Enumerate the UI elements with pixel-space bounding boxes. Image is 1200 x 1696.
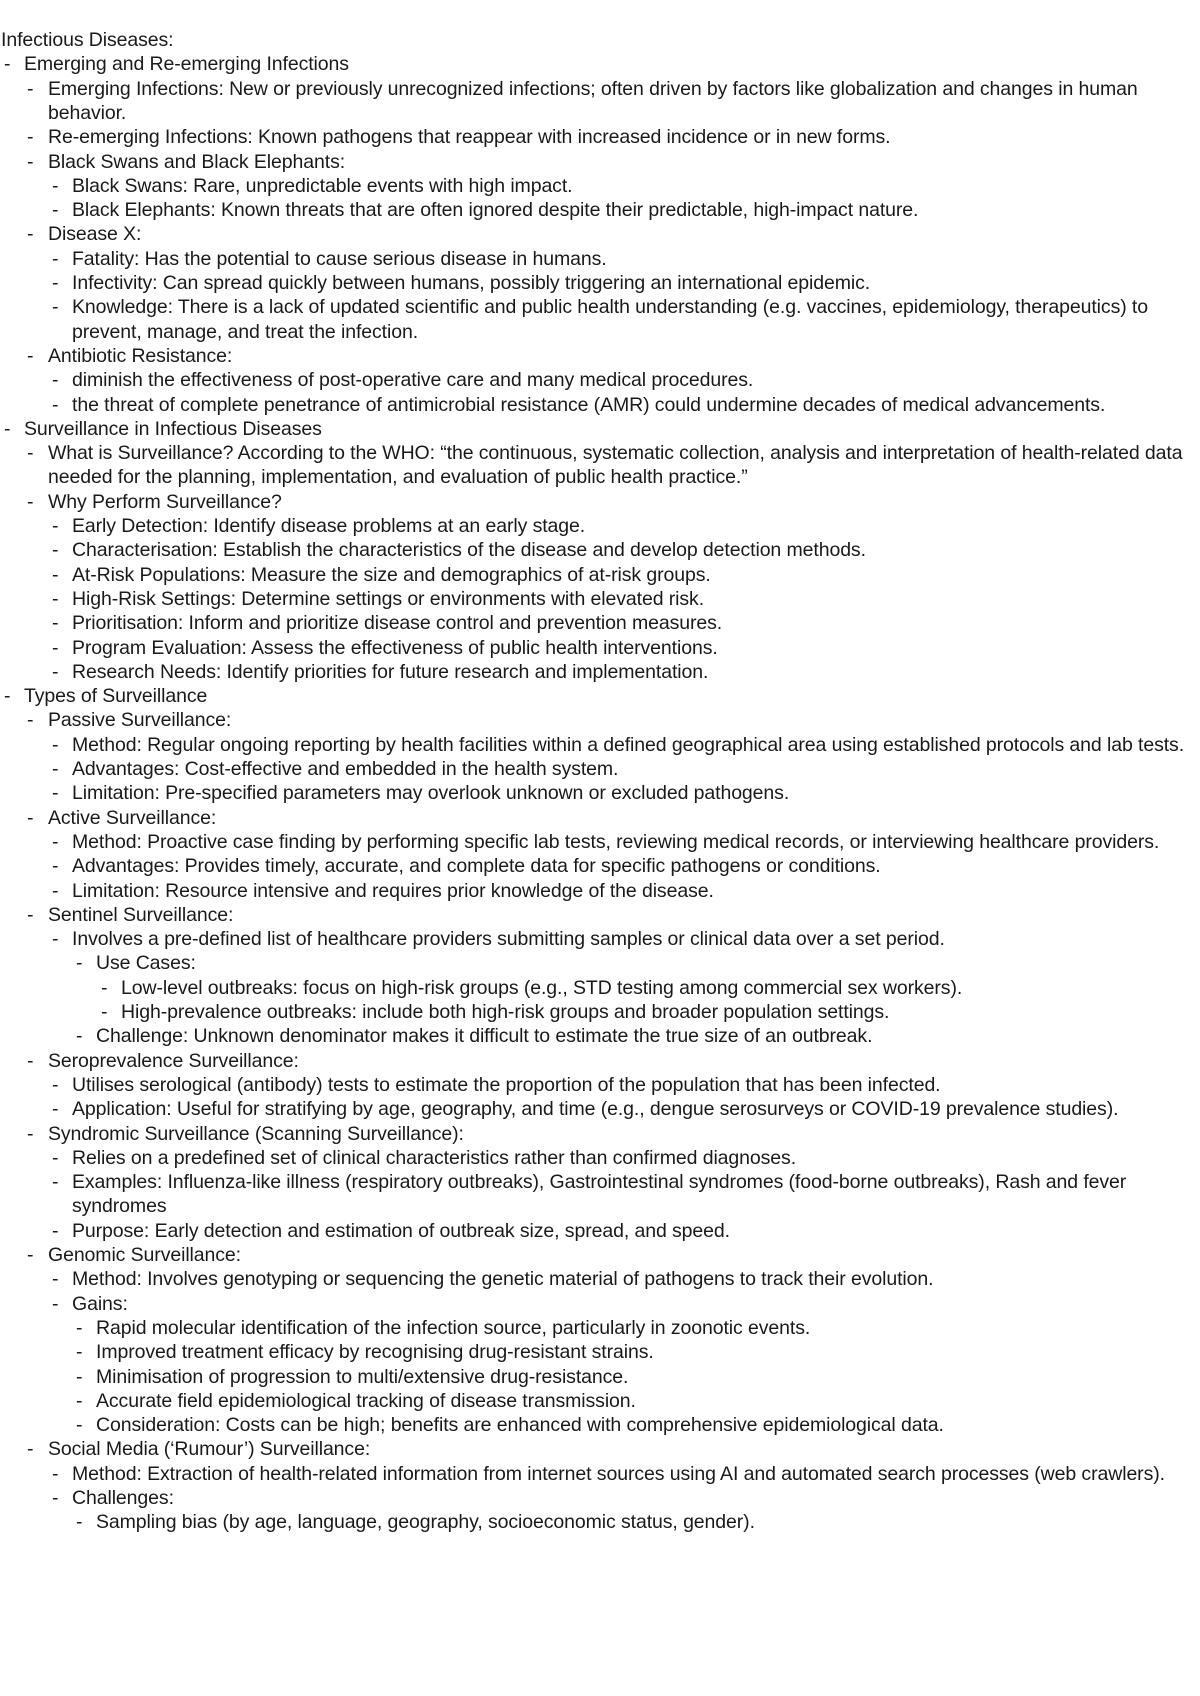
outline-item-level-3	[52, 733, 1196, 757]
outline-item-level-2	[27, 222, 1196, 246]
outline-item-level-1	[4, 684, 1196, 708]
outline-item-text: Disease X:	[48, 223, 142, 246]
bullet-dash: -	[52, 1098, 59, 1121]
outline-item-text: Challenge: Unknown denominator makes it difficult to estimate the true size of an outbreak.	[96, 1025, 873, 1048]
bullet-dash: -	[52, 515, 59, 537]
outline-item-level-3	[52, 830, 1196, 854]
bullet-dash: -	[52, 1073, 59, 1096]
bullet-dash: -	[52, 612, 59, 635]
outline-item-text: Limitation: Resource intensive and requires prior knowledge of the disease.	[72, 879, 714, 902]
outline-item-level-3	[52, 247, 1196, 271]
bullet-dash: -	[52, 855, 59, 878]
outline-item-text: Sentinel Surveillance:	[48, 903, 234, 926]
outline-item-text: Prioritisation: Inform and prioritize disease control and prevention measures.	[72, 612, 723, 635]
bullet-dash: -	[52, 272, 59, 294]
outline-item-text: Genomic Surveillance:	[48, 1244, 241, 1266]
outline-item-level-3	[52, 1146, 1196, 1170]
outline-item-text: Program Evaluation: Assess the effectiveness of public health interventions.	[72, 636, 718, 659]
outline-item-text: Challenges:	[72, 1487, 174, 1509]
outline-item-level-3	[52, 757, 1196, 781]
outline-item-level-1	[4, 417, 1196, 441]
bullet-dash: -	[27, 490, 34, 513]
bullet-dash: -	[101, 976, 108, 999]
outline-item-level-4	[76, 1510, 1196, 1534]
bullet-dash: -	[27, 126, 34, 149]
outline-item-text: Method: Proactive case finding by performing specific lab tests, reviewing medical records, or interviewing healthcare providers.	[72, 830, 1160, 853]
bullet-dash: -	[52, 539, 59, 562]
outline-item-text: Re-emerging Infections: Known pathogens that reappear with increased incidence or in new forms.	[48, 126, 891, 149]
outline-item-text: Accurate field epidemiological tracking of disease transmission.	[96, 1389, 636, 1412]
outline-item-level-5	[101, 1000, 1196, 1024]
outline-item-level-3	[52, 927, 1196, 951]
outline-item-text: Social Media (‘Rumour’) Surveillance:	[48, 1438, 371, 1461]
outline-item-text: What is Surveillance? According to the WHO: “the continuous, systematic collection, analysis and interpretation of health-related data needed for the planning, implementation, and evaluation of public health practice.”	[48, 442, 1183, 489]
outline-item-level-3	[52, 271, 1196, 295]
outline-item-level-4	[76, 1024, 1196, 1048]
outline-item-level-3	[52, 854, 1196, 878]
outline-item-text: Black Swans: Rare, unpredictable events with high impact.	[72, 174, 573, 197]
bullet-dash: -	[76, 1414, 83, 1437]
outline-item-text: Involves a pre-defined list of healthcare providers submitting samples or clinical data over a set period.	[72, 928, 945, 951]
bullet-dash: -	[76, 1025, 83, 1048]
outline-item-level-3	[52, 1073, 1196, 1097]
outline-item-text: Black Swans and Black Elephants:	[48, 150, 346, 173]
bullet-dash: -	[52, 1146, 59, 1169]
outline-item-text: Method: Involves genotyping or sequencing the genetic material of pathogens to track their evolution.	[72, 1268, 934, 1291]
bullet-dash: -	[76, 1365, 83, 1388]
outline-item-level-3	[52, 611, 1196, 635]
outline-item-level-2	[27, 903, 1196, 927]
outline-item-level-3	[52, 563, 1196, 587]
outline-item-text: the threat of complete penetrance of antimicrobial resistance (AMR) could undermine decades of medical advancements.	[72, 393, 1106, 416]
outline-item-level-3	[52, 295, 1196, 344]
outline-item-text: Minimisation of progression to multi/extensive drug-resistance.	[96, 1365, 629, 1388]
outline-item-text: Fatality: Has the potential to cause serious disease in humans.	[72, 247, 607, 270]
outline-item-text: Emerging Infections: New or previously unrecognized infections; often driven by factors like globalization and changes in human behavior.	[48, 77, 1138, 124]
outline-item-level-3	[52, 660, 1196, 684]
outline-item-level-3	[52, 636, 1196, 660]
outline-item-text: Advantages: Cost-effective and embedded in the health system.	[72, 758, 619, 780]
bullet-dash: -	[27, 344, 34, 367]
bullet-dash: -	[76, 1511, 83, 1534]
outline-item-text: Antibiotic Resistance:	[48, 344, 233, 367]
bullet-dash: -	[52, 1487, 59, 1509]
outline-item-text: Use Cases:	[96, 952, 196, 975]
bullet-dash: -	[52, 393, 59, 416]
outline-item-text: Surveillance in Infectious Diseases	[24, 417, 322, 440]
outline-item-text: Examples: Influenza-like illness (respiratory outbreaks), Gastrointestinal syndromes (food-borne outbreaks), Rash and fever syndromes	[72, 1171, 1127, 1218]
outline-item-level-4	[76, 1389, 1196, 1413]
bullet-dash: -	[52, 1292, 59, 1315]
outline-item-level-3	[52, 1267, 1196, 1291]
bullet-dash: -	[27, 1122, 34, 1145]
bullet-dash: -	[27, 223, 34, 246]
outline-item-text: Emerging and Re-emerging Infections	[24, 53, 349, 76]
bullet-dash: -	[76, 1316, 83, 1339]
bullet-dash: -	[4, 53, 11, 76]
bullet-dash: -	[27, 903, 34, 926]
outline-item-text: Relies on a predefined set of clinical characteristics rather than confirmed diagnoses.	[72, 1146, 797, 1169]
outline-item-level-2	[27, 490, 1196, 514]
outline-item-text: High-Risk Settings: Determine settings or environments with elevated risk.	[72, 587, 705, 610]
outline-item-level-2	[27, 441, 1196, 490]
outline-item-level-3	[52, 1219, 1196, 1243]
bullet-dash: -	[27, 1244, 34, 1266]
outline-item-text: Sampling bias (by age, language, geography, socioeconomic status, gender).	[96, 1511, 755, 1534]
outline-item-level-2	[27, 1437, 1196, 1461]
bullet-dash: -	[27, 806, 34, 829]
outline-item-level-3	[52, 587, 1196, 611]
bullet-dash: -	[52, 758, 59, 780]
outline-item-level-3	[52, 368, 1196, 392]
outline-item-text: Gains:	[72, 1292, 128, 1315]
outline-item-text: High-prevalence outbreaks: include both high-risk groups and broader population settings.	[121, 1001, 890, 1023]
outline-item-text: Utilises serological (antibody) tests to estimate the proportion of the population that has been infected.	[72, 1073, 941, 1096]
outline-item-level-2	[27, 1243, 1196, 1267]
outline-item-level-2	[27, 1122, 1196, 1146]
bullet-dash: -	[52, 296, 59, 319]
outline-item-text: Seroprevalence Surveillance:	[48, 1049, 299, 1072]
outline-item-level-4	[76, 1340, 1196, 1364]
outline-item-level-3	[52, 1486, 1196, 1510]
outline-item-text: At-Risk Populations: Measure the size and demographics of at-risk groups.	[72, 563, 711, 586]
outline-item-text: Method: Regular ongoing reporting by health facilities within a defined geographical area using established protocols and lab tests.	[72, 733, 1185, 756]
outline-item-level-4	[76, 1316, 1196, 1340]
outline-item-level-2	[27, 150, 1196, 174]
bullet-dash: -	[27, 709, 34, 732]
outline-item-level-4	[76, 1365, 1196, 1389]
document-title: Infectious Diseases:	[1, 29, 174, 51]
outline-item-level-3	[52, 879, 1196, 903]
bullet-dash: -	[52, 563, 59, 586]
outline-item-text: Infectivity: Can spread quickly between humans, possibly triggering an international epidemic.	[72, 272, 871, 294]
bullet-dash: -	[76, 952, 83, 975]
bullet-dash: -	[4, 685, 11, 708]
outline-item-text: Types of Surveillance	[24, 685, 208, 708]
outline-item-level-3	[52, 781, 1196, 805]
outline-item-level-2	[27, 708, 1196, 732]
outline-item-text: Characterisation: Establish the characteristics of the disease and develop detection methods.	[72, 539, 866, 562]
outline-item-level-2	[27, 77, 1196, 126]
outline-item-text: diminish the effectiveness of post-operative care and many medical procedures.	[72, 369, 754, 392]
bullet-dash: -	[27, 77, 34, 100]
bullet-dash: -	[27, 150, 34, 173]
outline-item-text: Active Surveillance:	[48, 806, 217, 829]
outline-item-text: Application: Useful for stratifying by age, geography, and time (e.g., dengue serosurveys or COVID-19 prevalence studies).	[72, 1098, 1119, 1121]
bullet-dash: -	[27, 1438, 34, 1461]
outline-item-level-2	[27, 125, 1196, 149]
outline-item-text: Low-level outbreaks: focus on high-risk groups (e.g., STD testing among commercial sex workers).	[121, 976, 963, 999]
outline-item-text: Why Perform Surveillance?	[48, 490, 282, 513]
bullet-dash: -	[101, 1001, 108, 1023]
outline-item-text: Purpose: Early detection and estimation of outbreak size, spread, and speed.	[72, 1219, 730, 1242]
bullet-dash: -	[52, 636, 59, 659]
outline-item-text: Black Elephants: Known threats that are often ignored despite their predictable, high-impact nature.	[72, 199, 919, 222]
outline-item-level-5	[101, 976, 1196, 1000]
bullet-dash: -	[27, 442, 34, 465]
outline-item-text: Method: Extraction of health-related information from internet sources using AI and automated search processes (web crawlers).	[72, 1462, 1165, 1485]
bullet-dash: -	[76, 1341, 83, 1364]
outline-item-level-3	[52, 1292, 1196, 1316]
outline-item-level-3	[52, 514, 1196, 538]
bullet-dash: -	[52, 369, 59, 392]
outline-item-level-4	[76, 1413, 1196, 1437]
outline-item-level-2	[27, 344, 1196, 368]
bullet-dash: -	[52, 928, 59, 951]
bullet-dash: -	[52, 1171, 59, 1194]
outline-item-text: Research Needs: Identify priorities for future research and implementation.	[72, 660, 709, 683]
bullet-dash: -	[52, 199, 59, 222]
outline-item-level-3	[52, 1462, 1196, 1486]
bullet-dash: -	[52, 1268, 59, 1291]
outline-item-level-3	[52, 174, 1196, 198]
bullet-dash: -	[52, 174, 59, 197]
bullet-dash: -	[52, 660, 59, 683]
bullet-dash: -	[27, 1049, 34, 1072]
outline-item-level-3	[52, 198, 1196, 222]
outline-item-level-2	[27, 1049, 1196, 1073]
bullet-dash: -	[52, 1219, 59, 1242]
outline-item-text: Knowledge: There is a lack of updated scientific and public health understanding (e.g. vaccines, epidemiology, therapeutics) to prevent, manage, and treat the infection.	[72, 296, 1148, 343]
bullet-dash: -	[52, 879, 59, 902]
bullet-dash: -	[52, 830, 59, 853]
outline-item-text: Consideration: Costs can be high; benefits are enhanced with comprehensive epidemiological data.	[96, 1414, 944, 1437]
outline-item-text: Advantages: Provides timely, accurate, and complete data for specific pathogens or conditions.	[72, 855, 881, 878]
outline-item-text: Syndromic Surveillance (Scanning Surveillance):	[48, 1122, 464, 1145]
bullet-dash: -	[52, 1462, 59, 1485]
bullet-dash: -	[76, 1389, 83, 1412]
outline-item-level-4	[76, 951, 1196, 975]
outline-item-level-2	[27, 806, 1196, 830]
outline-item-level-3	[52, 538, 1196, 562]
bullet-dash: -	[4, 417, 11, 440]
outline-item-level-3	[52, 1170, 1196, 1219]
bullet-dash: -	[52, 587, 59, 610]
outline-item-text: Limitation: Pre-specified parameters may overlook unknown or excluded pathogens.	[72, 782, 790, 805]
outline-item-level-3	[52, 1097, 1196, 1121]
outline-item-text: Early Detection: Identify disease problems at an early stage.	[72, 515, 586, 537]
outline-item-level-3	[52, 393, 1196, 417]
bullet-dash: -	[52, 247, 59, 270]
bullet-dash: -	[52, 733, 59, 756]
outline-item-level-1	[4, 52, 1196, 76]
outline-item-text: Rapid molecular identification of the infection source, particularly in zoonotic events.	[96, 1316, 811, 1339]
outline-item-text: Improved treatment efficacy by recognising drug-resistant strains.	[96, 1341, 654, 1364]
outline-item-text: Passive Surveillance:	[48, 709, 232, 732]
bullet-dash: -	[52, 782, 59, 805]
